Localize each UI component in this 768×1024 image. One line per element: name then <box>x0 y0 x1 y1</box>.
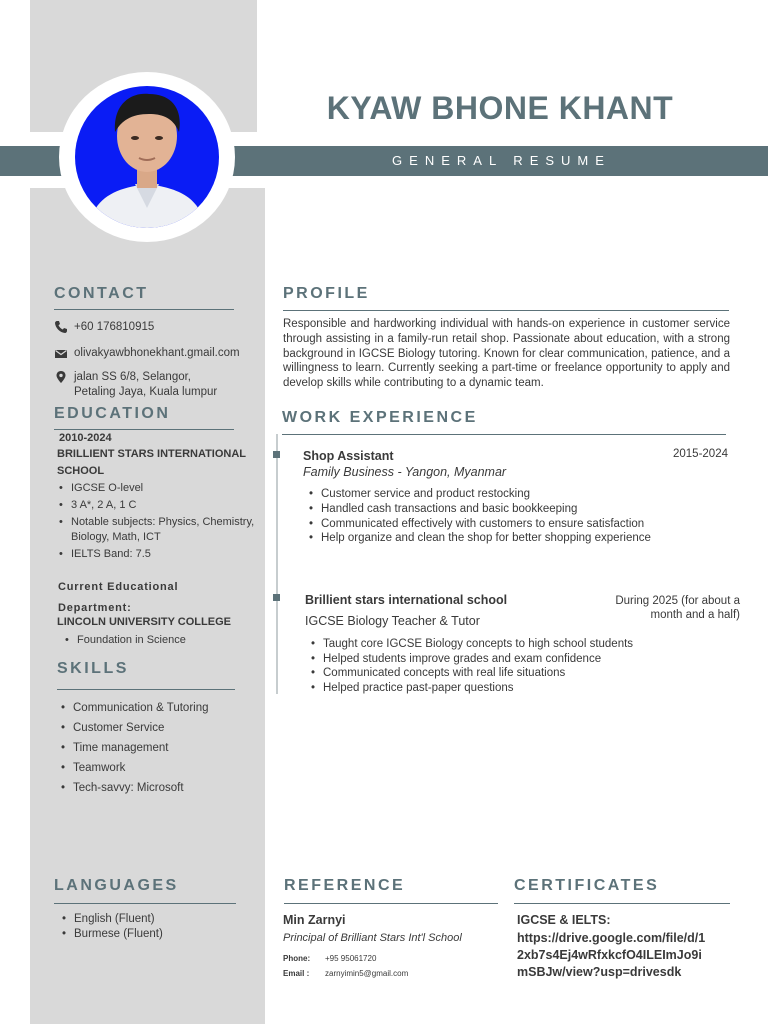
list-item: • Customer Service <box>59 718 259 738</box>
skills-list <box>59 698 259 798</box>
job-duties <box>307 487 727 546</box>
list-item: • Communicated concepts with real life situations <box>309 666 729 681</box>
list-item: • IGCSE O-level <box>57 481 257 496</box>
mail-icon <box>54 346 68 360</box>
certificates-divider <box>514 903 730 904</box>
education-list <box>57 481 257 562</box>
work-divider <box>282 434 726 435</box>
contact-phone <box>54 320 154 335</box>
job-dates: 2015-2024 <box>673 448 728 460</box>
list-item: • Helped students improve grades and exam confidence <box>309 652 729 667</box>
profile-divider <box>283 310 729 311</box>
timeline-node <box>273 594 280 601</box>
job-org: IGCSE Biology Teacher & Tutor <box>305 614 480 628</box>
reference-email-label: Email : <box>283 969 310 978</box>
profile-text: Responsible and hardworking individual with hands-on experience in customer service through assisting in a family-run retail shop. Passionate about education, with a strong background in IGCSE Biology tutoring. Known for clear communication, patience, and a willingness to learn. Currently seeking a part-time or freelance opportunity to apply and develop skills while contributing to a dynamic team. <box>283 318 730 390</box>
address-line-2: Petaling Jaya, Kuala lumpur <box>74 386 218 398</box>
reference-phone-value: +95 95061720 <box>325 954 377 963</box>
person-portrait-icon <box>75 86 219 228</box>
job-title: Brillient stars international school <box>305 593 508 607</box>
email-text[interactable]: olivakyawbhonekhant.gmail.com <box>74 347 240 359</box>
list-item: • Burmese (Fluent) <box>60 927 250 942</box>
list-item: • English (Fluent) <box>60 912 250 927</box>
address-text <box>74 370 217 400</box>
certificate-link[interactable]: https://drive.google.com/file/d/12xb7s4Ej4wRfxkcfO4ILEImJo9imSBJw/view?usp=drivesdk <box>517 931 706 979</box>
list-item: • 3 A*, 2 A, 1 C <box>57 498 257 513</box>
list-item: • Helped practice past-paper questions <box>309 681 729 696</box>
languages-divider <box>54 903 236 904</box>
location-pin-icon <box>54 370 68 384</box>
education-years: 2010-2024 <box>59 432 112 444</box>
reference-email-value[interactable]: zarnyimin5@gmail.com <box>325 969 409 978</box>
contact-email <box>54 346 240 361</box>
list-item: • Foundation in Science <box>63 633 253 648</box>
list-item: • Customer service and product restocking <box>307 487 727 502</box>
education-school: BRILLIENT STARS INTERNATIONAL SCHOOL <box>57 448 246 477</box>
candidate-name: KYAW BHONE KHANT <box>326 90 674 126</box>
list-item: • Taught core IGCSE Biology concepts to high school students <box>309 637 729 652</box>
job-dates-line-1: During 2025 (for about a <box>615 595 740 607</box>
list-item: • Tech-savvy: Microsoft <box>59 778 259 798</box>
job-title: Shop Assistant <box>303 449 394 463</box>
certificates-heading: CERTIFICATES <box>514 877 660 894</box>
reference-name: Min Zarnyi <box>283 913 346 927</box>
education-divider <box>54 429 234 430</box>
phone-text: +60 176810915 <box>74 321 155 333</box>
address-line-1: jalan SS 6/8, Selangor, <box>74 371 191 383</box>
job-dates <box>570 594 740 622</box>
college-name: LINCOLN UNIVERSITY COLLEGE <box>57 616 231 628</box>
list-item: • Handled cash transactions and basic bookkeeping <box>307 502 727 517</box>
list-item: • Help organize and clean the shop for better shopping experience <box>307 531 727 546</box>
skills-divider <box>57 689 235 690</box>
phone-icon <box>54 320 68 334</box>
contact-divider <box>54 309 234 310</box>
list-item: • Notable subjects: Physics, Chemistry, Biology, Math, ICT <box>57 515 257 545</box>
education-heading: EDUCATION <box>54 405 171 422</box>
skills-heading: SKILLS <box>57 660 129 677</box>
list-item: • Communication & Tutoring <box>59 698 259 718</box>
reference-divider <box>284 903 498 904</box>
list-item: • Time management <box>59 738 259 758</box>
certificate-title: IGCSE & IELTS: <box>517 913 611 927</box>
reference-email <box>283 969 408 978</box>
current-education-label <box>58 577 258 619</box>
job-dates-line-2: month and a half) <box>650 609 740 621</box>
languages-heading: LANGUAGES <box>54 877 179 894</box>
list-item: • Communicated effectively with customers to ensure satisfaction <box>307 517 727 532</box>
list-item: • Teamwork <box>59 758 259 778</box>
profile-heading: PROFILE <box>283 285 370 302</box>
timeline-line <box>276 434 278 694</box>
reference-phone <box>283 954 376 963</box>
reference-phone-label: Phone: <box>283 954 311 963</box>
job-duties <box>309 637 729 695</box>
languages-list <box>60 912 250 942</box>
contact-heading: CONTACT <box>54 285 149 302</box>
profile-photo <box>75 86 219 228</box>
list-item: • IELTS Band: 7.5 <box>57 547 257 562</box>
work-heading: WORK EXPERIENCE <box>282 409 478 426</box>
education-block <box>57 431 257 562</box>
reference-role: Principal of Brilliant Stars Int'l School <box>283 932 462 944</box>
current-education-label-1: Current Educational <box>58 581 179 593</box>
current-education-label-2: Department: <box>58 602 132 614</box>
timeline-node <box>273 451 280 458</box>
contact-address <box>54 370 217 400</box>
resume-subtitle: GENERAL RESUME <box>392 153 611 168</box>
college-list <box>63 633 253 648</box>
job-org: Family Business - Yangon, Myanmar <box>303 465 507 479</box>
reference-heading: REFERENCE <box>284 877 406 894</box>
